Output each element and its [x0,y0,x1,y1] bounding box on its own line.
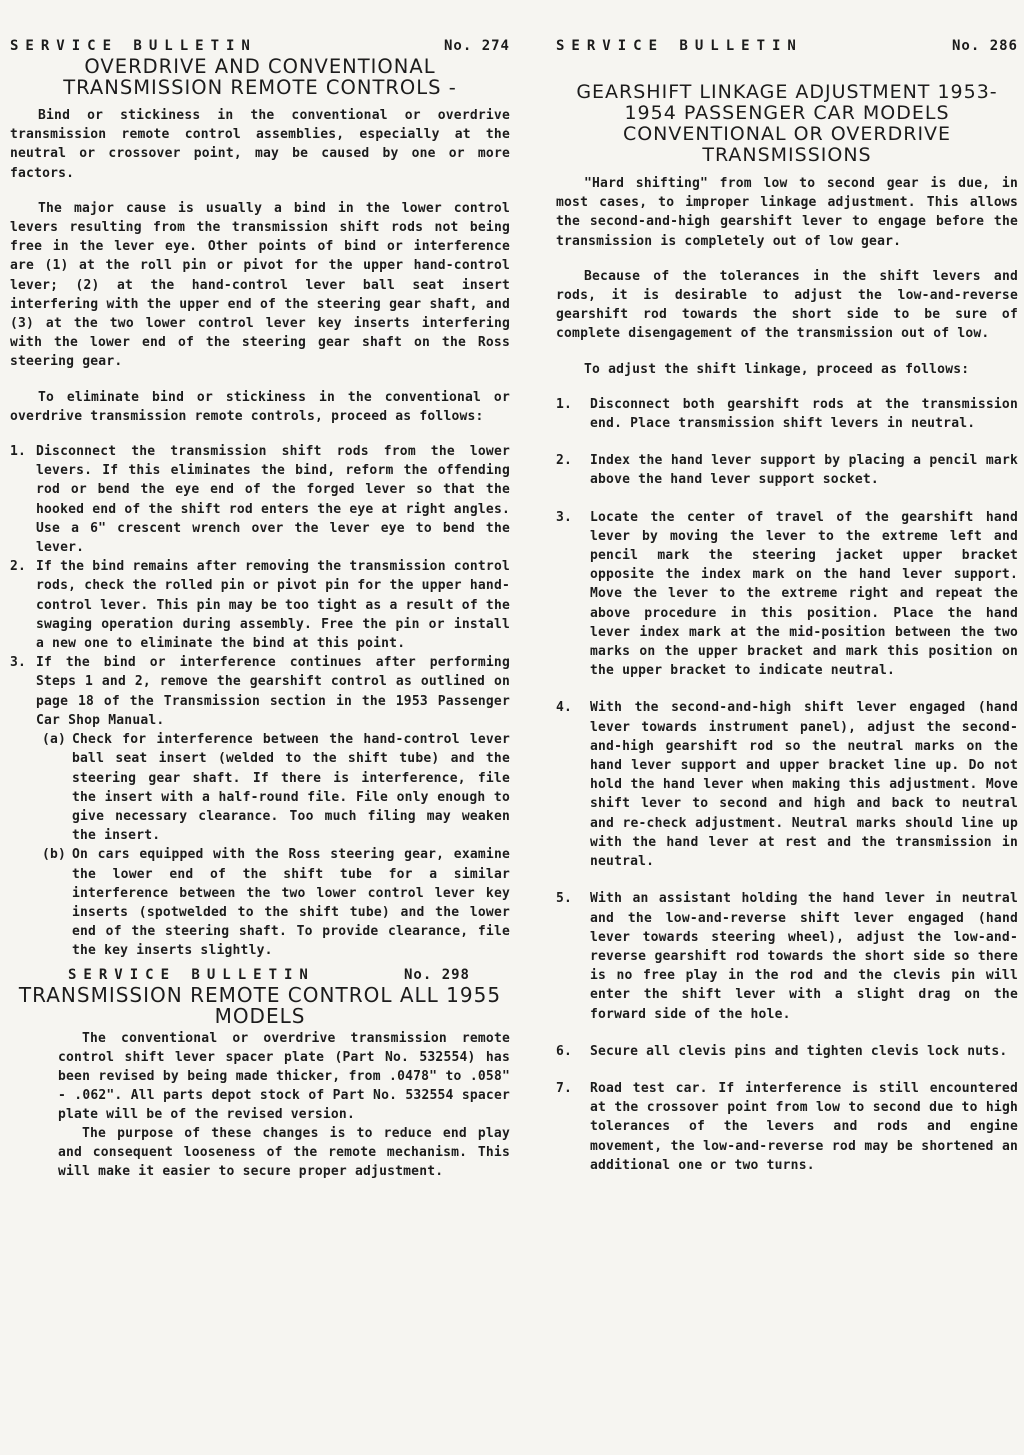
right-column [556,38,1018,1193]
step-item [556,1079,1018,1175]
step-text: Secure all clevis pins and tighten clevis lock nuts. [590,1043,1008,1059]
step-item [10,653,510,960]
step-text: Road test car. If interference is still encountered at the crossover point from low to second due to high tolerances of the levers and rods and engine movement, the low-and-reverse rod may be shortened an additional one or two turns. [590,1080,1018,1173]
substep-item [42,845,510,960]
step-number: 3. [556,509,573,525]
step-number: 4. [556,700,573,716]
substep-text: On cars equipped with the Ross steering gear, examine the lower end of the shift tube for a similar interference between the two lower control lever key inserts (spotwelded to the shift tube) and the lower end of the steering shaft. To provide clearance, file the key inserts slightly. [72,847,510,959]
bulletin-label: SERVICE BULLETIN [10,38,257,54]
step-item [556,698,1018,871]
paragraph: Because of the tolerances in the shift levers and rods, it is desirable to adjust the low-and-reverse gearshift rod towards the short side to be sure of complete disengagement of the transmission out of low. [556,268,1018,342]
bulletin-header [10,38,510,54]
bulletin-title: TRANSMISSION REMOTE CONTROL ALL 1955 MODELS [18,982,502,1028]
step-text: Disconnect both gearshift rods at the transmission end. Place transmission shift levers in neutral. [590,396,1018,432]
service-bulletin-298 [10,967,510,1181]
step-text: Locate the center of travel of the gearshift hand lever by moving the lever to the extreme left and pencil mark the steering jacket upper bracket opposite the index mark on the hand lever support. Move the lever to the extreme right and repeat the above procedure in this position. Place the hand lever index mark at the mid-position between the two marks on the upper bracket and mark this position on the upper bracket to indicate neutral. [590,509,1018,679]
step-number: 7. [556,1080,573,1096]
service-bulletin-274 [10,38,510,961]
paragraph: The conventional or overdrive transmission remote control shift lever spacer plate (Part No. 532554) has been revised by being made thicker, from .0478" to .058" - .062". All parts depot stock of Part No. 532554 spacer plate will be of the revised version. [58,1030,510,1122]
step-item [556,395,1018,433]
step-text: If the bind or interference continues after performing Steps 1 and 2, remove the gearshift control as outlined on page 18 of the Transmission section in the 1953 Passenger Car Shop Manual. [36,655,510,728]
step-text: With an assistant holding the hand lever in neutral and the low-and-reverse shift lever engaged (hand lever towards steering wheel), adjust the low-and-reverse gearshift rod towards the short side so there is no free play in the rod and the clevis pin will enter the shift lever with a slight drag on the forward side of the hole. [590,891,1018,1022]
bulletin-number: No. 298 [403,966,470,983]
substep-label: (b) [42,847,67,863]
step-item [556,1042,1018,1061]
step-text: Disconnect the transmission shift rods from the lower levers. If this eliminates the bind, reform the offending rod or bend the eye end of the forged lever so that the hooked end of the shift rod enters the eye at right angles. Use a 6" crescent wrench over the lever eye to bend the lever. [36,444,510,556]
paragraph: The major cause is usually a bind in the lower control levers resulting from the transmission shift rods not being free in the lever eye. Other points of bind or interference are (1) at the roll pin or pivot for the upper hand-control lever; (2) at the hand-control lever ball seat insert interfering with the upper end of the steering gear shaft, and (3) at the two lower control lever key inserts interfering with the lower end of the steering gear shaft on the Ross steering gear. [10,200,510,370]
bulletin-header [10,967,510,983]
paragraph: To eliminate bind or stickiness in the conventional or overdrive transmission remote controls, proceed as follows: [10,389,510,424]
step-number: 6. [556,1043,573,1059]
step-list [10,442,510,960]
step-number: 2. [10,559,27,575]
step-item [10,557,510,653]
step-text: If the bind remains after removing the transmission control rods, check the rolled pin or pivot pin for the upper hand-control lever. This pin may be too tight as a result of the swaging operation during assembly. Free the pin or install a new one to eliminate the bind at this point. [36,559,510,652]
paragraph: "Hard shifting" from low to second gear is due, in most cases, to improper linkage adjustment. This allows the second-and-high gearshift lever to engage before the transmission is completely out of low gear. [556,176,1018,249]
bulletin-label: SERVICE BULLETIN [68,966,315,983]
step-text: Index the hand lever support by placing a pencil mark above the hand lever support socket. [590,453,1018,488]
step-item [10,442,510,557]
step-list [556,395,1018,1175]
bulletin-number: No. 274 [443,38,510,54]
left-column [10,38,510,1181]
bulletin-number: No. 286 [951,38,1018,54]
step-item [556,889,1018,1023]
paragraph: The purpose of these changes is to reduce end play and consequent looseness of the remote mechanism. This will make it easier to secure proper adjustment. [58,1125,510,1179]
step-number: 2. [556,453,573,469]
step-item [556,451,1018,489]
step-number: 5. [556,891,573,907]
step-text: With the second-and-high shift lever engaged (hand lever towards instrument panel), adjust the second-and-high gearshift rod so the neutral marks on the hand lever support and upper bracket line up. Do not hold the hand lever when making this adjustment. Move shift lever to second and high and back to neutral and re-check adjustment. Neutral marks should line up with the hand lever at rest and the transmission in neutral. [590,700,1018,870]
paragraph: Bind or stickiness in the conventional or overdrive transmission remote control assemblies, especially at the neutral or crossover point, may be caused by one or more factors. [10,108,510,181]
substep-label: (a) [42,732,67,748]
step-number: 3. [10,655,27,671]
paragraph: To adjust the shift linkage, proceed as follows: [584,361,970,377]
bulletin-header [556,38,1018,54]
step-number: 1. [10,444,27,460]
service-bulletin-286 [556,38,1018,1175]
step-item [556,508,1018,681]
bulletin-label: SERVICE BULLETIN [556,38,803,54]
substep-text: Check for interference between the hand-control lever ball seat insert (welded to the shift tube) and the steering gear shaft. If there is interference, file the insert with a half-round file. File only enough to give necessary clearance. Too much filing may weaken the insert. [72,732,510,844]
bulletin-title: GEARSHIFT LINKAGE ADJUSTMENT 1953-1954 PASSENGER CAR MODELS CONVENTIONAL OR OVERDRIVE TRANSMISSIONS [576,81,998,166]
bulletin-title: OVERDRIVE AND CONVENTIONAL TRANSMISSION REMOTE CONTROLS - [63,55,457,99]
step-number: 1. [556,396,573,412]
substep-item [42,730,510,845]
